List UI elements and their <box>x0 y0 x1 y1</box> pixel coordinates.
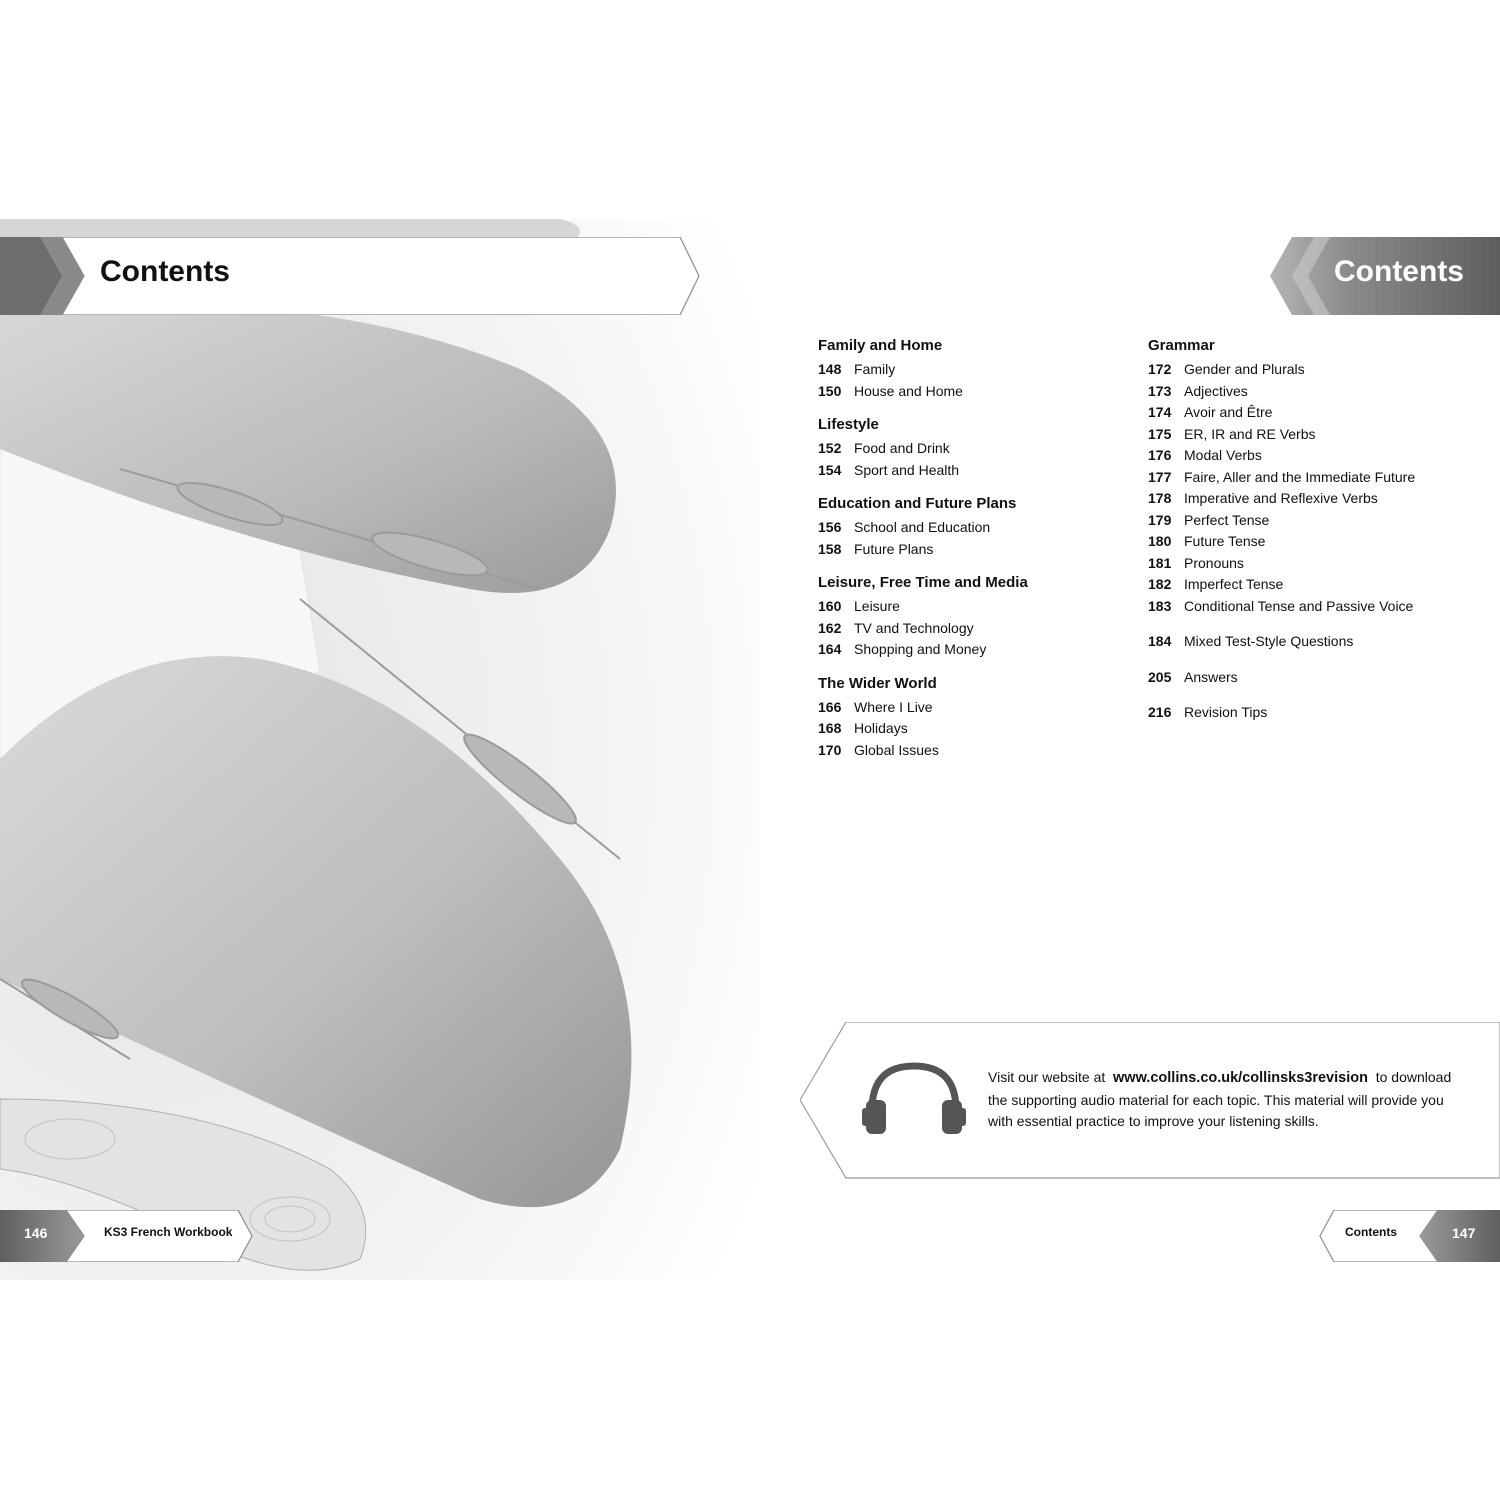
page-number: 179 <box>1148 511 1172 528</box>
page-number: 205 <box>1148 668 1172 685</box>
page-number: 162 <box>818 619 842 636</box>
contents-entry[interactable] <box>1148 467 1478 489</box>
page-number: 216 <box>1148 704 1172 720</box>
bread-photo <box>0 219 760 1280</box>
page-number: 181 <box>1148 554 1172 571</box>
entry-label: Shopping and Money <box>854 641 987 657</box>
section-title: Family and Home <box>818 337 943 354</box>
contents-entry[interactable] <box>818 460 1138 482</box>
contents-entry-mixed-questions[interactable] <box>1148 631 1478 653</box>
page-number: 172 <box>1148 361 1172 377</box>
entry-label: Holidays <box>854 720 908 736</box>
section-family-and-home <box>818 335 1138 402</box>
contents-entry[interactable] <box>1148 359 1478 381</box>
contents-entry[interactable] <box>1148 510 1478 532</box>
contents-entry[interactable] <box>818 639 1138 661</box>
section-education <box>818 493 1138 560</box>
contents-entry[interactable] <box>818 740 1138 762</box>
callout-prefix: Visit our website at <box>988 1069 1106 1085</box>
book-title: KS3 French Workbook <box>104 1225 233 1239</box>
page-number: 178 <box>1148 490 1172 506</box>
page-number: 173 <box>1148 382 1172 399</box>
entry-label: Future Plans <box>854 540 934 557</box>
contents-entry[interactable] <box>1148 402 1478 424</box>
entry-label: School and Education <box>854 519 991 535</box>
entry-label: Imperfect Tense <box>1184 576 1284 592</box>
entry-label: Answers <box>1184 668 1238 685</box>
contents-entry[interactable] <box>818 596 1138 618</box>
callout-text <box>988 1067 1458 1133</box>
page-number: 164 <box>818 641 842 657</box>
contents-entry[interactable] <box>818 697 1138 719</box>
entry-label: Avoir and Être <box>1184 404 1273 420</box>
headphones-icon <box>862 1060 966 1141</box>
entry-label: House and Home <box>854 382 963 399</box>
contents-entry[interactable] <box>818 359 1138 381</box>
page-number: 150 <box>818 382 842 399</box>
callout-suffix: to download the supporting audio material for each topic. This material will provide you with essential practice to improve your listening skills. <box>988 1069 1452 1129</box>
entry-label: Faire, Aller and the Immediate Future <box>1184 468 1416 485</box>
page-number: 184 <box>1148 633 1172 649</box>
website-link[interactable]: www.collins.co.uk/collinsks3revision <box>1113 1070 1368 1086</box>
page-number: 176 <box>1148 447 1172 463</box>
contents-entry[interactable] <box>818 618 1138 640</box>
contents-entry[interactable] <box>1148 553 1478 575</box>
page-number: 160 <box>818 598 842 614</box>
page-title-right: Contents <box>1334 255 1464 288</box>
contents-entry[interactable] <box>818 539 1138 561</box>
page-number: 148 <box>818 361 842 377</box>
entry-label: Conditional Tense and Passive Voice <box>1184 597 1414 614</box>
page-number: 174 <box>1148 404 1172 420</box>
contents-entry-answers[interactable] <box>1148 667 1478 689</box>
entry-label: Future Tense <box>1184 533 1266 549</box>
section-title: Leisure, Free Time and Media <box>818 574 1028 591</box>
section-title: The Wider World <box>818 674 937 692</box>
entry-label: ER, IR and RE Verbs <box>1184 425 1316 442</box>
contents-entry[interactable] <box>1148 574 1478 596</box>
page-number: 158 <box>818 540 842 557</box>
entry-label: Imperative and Reflexive Verbs <box>1184 490 1378 506</box>
right-header-banner <box>1270 237 1500 315</box>
contents-entry[interactable] <box>818 517 1138 539</box>
contents-column-right <box>1148 335 1478 724</box>
page-number: 170 <box>818 741 842 758</box>
footer-left <box>0 1210 260 1262</box>
contents-entry[interactable] <box>1148 381 1478 403</box>
entry-label: TV and Technology <box>854 619 974 636</box>
contents-entry[interactable] <box>818 718 1138 740</box>
entry-label: Revision Tips <box>1184 704 1268 720</box>
footer-right <box>1318 1210 1500 1262</box>
page-number: 175 <box>1148 425 1172 442</box>
contents-entry[interactable] <box>818 438 1138 460</box>
page-number-right: 147 <box>1452 1225 1476 1241</box>
entry-label: Global Issues <box>854 741 939 758</box>
contents-entry-revision-tips[interactable] <box>1148 702 1478 724</box>
page-number: 168 <box>818 720 842 736</box>
section-wider-world <box>818 673 1138 762</box>
footer-section-title: Contents <box>1345 1225 1397 1239</box>
section-title: Education and Future Plans <box>818 495 1017 512</box>
entry-label: Perfect Tense <box>1184 511 1270 528</box>
contents-entry[interactable] <box>818 381 1138 403</box>
page-number: 180 <box>1148 533 1172 549</box>
page-number: 182 <box>1148 576 1172 592</box>
page-number: 166 <box>818 698 842 715</box>
section-grammar <box>1148 335 1478 617</box>
contents-column-left <box>818 335 1138 773</box>
page-number: 156 <box>818 519 842 535</box>
entry-label: Sport and Health <box>854 461 960 478</box>
book-spread <box>0 219 1500 1280</box>
section-title: Grammar <box>1148 337 1215 354</box>
page-number: 177 <box>1148 468 1172 485</box>
entry-label: Modal Verbs <box>1184 447 1262 463</box>
page-number: 183 <box>1148 597 1172 614</box>
entry-label: Mixed Test-Style Questions <box>1184 633 1354 649</box>
contents-entry[interactable] <box>1148 488 1478 510</box>
page-number: 154 <box>818 461 842 478</box>
entry-label: Gender and Plurals <box>1184 361 1305 377</box>
left-header-banner <box>0 237 700 315</box>
contents-entry[interactable] <box>1148 424 1478 446</box>
contents-entry[interactable] <box>1148 596 1478 618</box>
entry-label: Adjectives <box>1184 382 1248 399</box>
entry-label: Family <box>854 361 896 377</box>
entry-label: Pronouns <box>1184 554 1244 571</box>
page-number-left: 146 <box>24 1225 48 1241</box>
contents-entry[interactable] <box>1148 445 1478 467</box>
section-title: Lifestyle <box>818 416 879 433</box>
page-number: 152 <box>818 440 842 456</box>
section-lifestyle <box>818 414 1138 481</box>
contents-entry[interactable] <box>1148 531 1478 553</box>
section-leisure <box>818 572 1138 661</box>
entry-label: Where I Live <box>854 698 933 715</box>
page-title: Contents <box>100 255 230 288</box>
entry-label: Leisure <box>854 598 900 614</box>
entry-label: Food and Drink <box>854 440 950 456</box>
